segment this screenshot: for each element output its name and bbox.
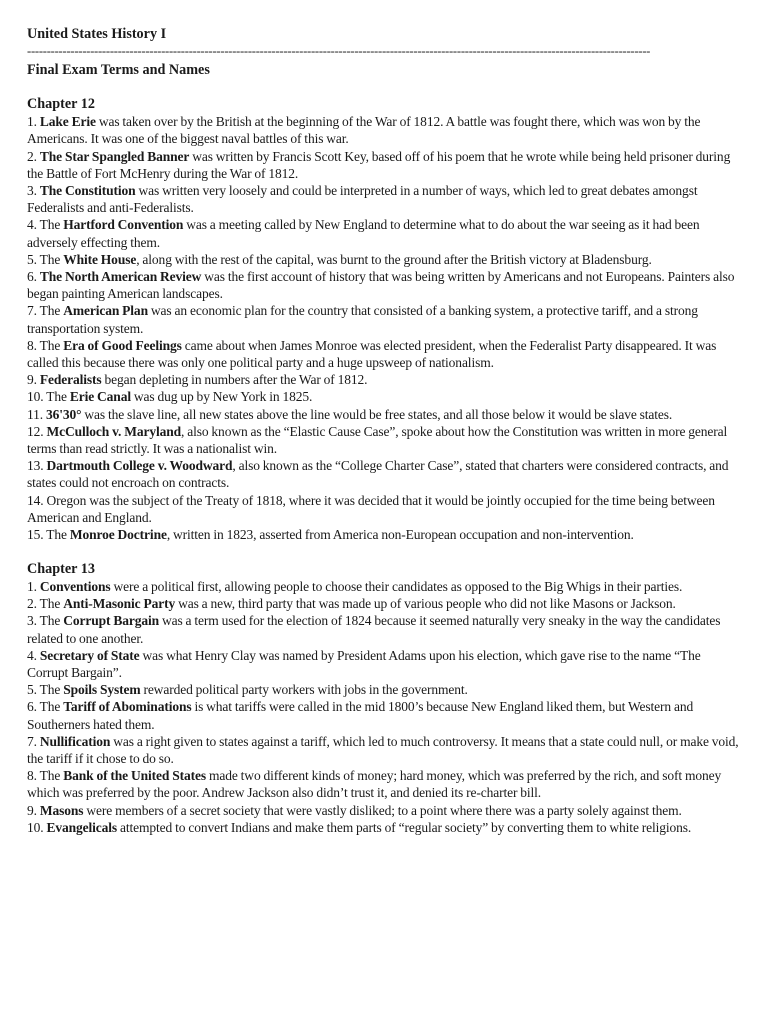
term-entry: [27, 423, 742, 457]
chapter-title: Chapter 13: [27, 560, 95, 577]
entry-term: McCulloch v. Maryland: [46, 423, 181, 439]
term-entry: [27, 767, 742, 801]
entry-number: 4.: [27, 647, 37, 663]
term-entry: [27, 698, 742, 732]
term-entry: [27, 595, 742, 612]
entry-number: 1.: [27, 114, 37, 130]
entry-number: 4.: [27, 217, 37, 233]
entry-term: Conventions: [39, 578, 111, 594]
term-entry: [27, 148, 742, 182]
entry-term: Corrupt Bargain: [63, 613, 159, 629]
entry-description: , also known as the “College Charter Case”, stated that charters were considered contracts, and states could not encroach on contracts.: [27, 458, 729, 491]
entry-number: 6.: [27, 269, 37, 285]
term-entry: [27, 302, 742, 336]
entry-number: 9.: [27, 372, 37, 388]
document-subtitle: Final Exam Terms and Names: [27, 62, 210, 78]
term-entry: [27, 113, 742, 147]
term-entry: [27, 457, 742, 491]
entry-description: was written by Francis Scott Key, based off of his poem that he wrote while being held prisoner during the Battle of Fort McHenry during the War of 1812.: [27, 148, 731, 181]
course-title: United States History I: [27, 26, 167, 42]
entry-term: Secretary of State: [39, 647, 140, 663]
entry-prefix: The: [46, 389, 70, 405]
entry-description: was an economic plan for the country that consisted of a banking system, a protective tariff, and a strong transportation system.: [27, 303, 698, 336]
entry-term: Hartford Convention: [63, 217, 184, 233]
divider-line: --------------------------------------------------------------------------------------------------------------------------------------------------------------: [27, 44, 651, 58]
entry-number: 2.: [27, 596, 37, 612]
term-entry: [27, 406, 742, 423]
entry-number: 8.: [27, 768, 37, 784]
entry-description: was a term used for the election of 1824 because it seemed naturally very sneaky in the way the candidates related to one another.: [27, 613, 721, 646]
term-entry: [27, 802, 742, 819]
entry-description: , also known as the “Elastic Cause Case”, spoke about how the Constitution was written in more general terms than read strictly. It was a nationalist win.: [27, 423, 728, 457]
entry-number: 9.: [27, 802, 37, 818]
entry-description: was a new, third party that was made up of various people who did not like Masons or Jackson.: [175, 596, 676, 612]
entry-description: were members of a secret society that were vastly disliked; to a point where there was a party solely against them.: [83, 802, 682, 818]
term-entry: [27, 371, 742, 388]
entry-prefix: The: [39, 613, 64, 629]
entry-term: Era of Good Feelings: [63, 337, 182, 353]
term-entry: [27, 647, 742, 681]
entry-number: 3.: [27, 183, 37, 198]
entry-number: 8.: [27, 337, 37, 353]
entry-term: Dartmouth College v. Woodward: [46, 458, 233, 474]
entry-term: The Constitution: [39, 183, 136, 198]
entry-number: 3.: [27, 613, 37, 629]
term-entry: [27, 492, 742, 526]
entry-description: attempted to convert Indians and make them parts of “regular society” by converting them to white religions.: [117, 819, 692, 835]
entry-description: is what tariffs were called in the mid 1800’s because New England liked them, but Western and Southerners hated them.: [27, 699, 694, 732]
entry-number: 2.: [27, 148, 37, 164]
term-entry: [27, 526, 742, 543]
entry-term: Evangelicals: [46, 819, 118, 835]
entry-description: was written very loosely and could be interpreted in a number of ways, which led to great debates amongst Federalists and anti-Federalists.: [27, 183, 698, 216]
entry-prefix: The: [39, 768, 64, 784]
entry-term: Anti-Masonic Party: [63, 596, 176, 612]
term-entry: [27, 388, 742, 405]
entry-term: Masons: [39, 802, 84, 818]
entry-term: Federalists: [39, 372, 102, 388]
entry-description: was the slave line, all new states above the line would be free states, and all those below it would be slave states.: [81, 406, 673, 422]
entry-prefix: The: [46, 527, 70, 543]
term-entry: [27, 268, 742, 302]
entry-number: 12.: [27, 423, 44, 439]
chapter-section: [27, 96, 742, 543]
entry-description: was taken over by the British at the beginning of the War of 1812. A battle was fought there, which was won by the Americans. It was one of the biggest naval battles of this war.: [27, 114, 701, 147]
entry-number: 1.: [27, 578, 37, 594]
entry-term: White House: [63, 251, 137, 267]
entry-term: Lake Erie: [39, 114, 96, 130]
entry-number: 11.: [27, 406, 44, 422]
entry-term: The North American Review: [39, 269, 202, 285]
entry-number: 13.: [27, 458, 44, 474]
entry-term: Nullification: [39, 733, 111, 749]
entry-number: 15.: [27, 527, 44, 543]
entry-term: Bank of the United States: [63, 768, 207, 784]
entry-description: Oregon was the subject of the Treaty of 1818, where it was decided that it would be jointly occupied for the time being between American and England.: [27, 492, 715, 525]
entry-prefix: The: [39, 251, 64, 267]
chapter-title: Chapter 12: [27, 96, 95, 112]
document-page: [27, 26, 742, 836]
entry-number: 7.: [27, 733, 37, 749]
term-entry: [27, 733, 742, 767]
entry-description: , written in 1823, asserted from America non-European occupation and non-intervention.: [166, 527, 634, 543]
entry-prefix: The: [39, 596, 64, 612]
entry-description: made two different kinds of money; hard money, which was preferred by the rich, and soft money which was preferred by the poor. Andrew Jackson also didn’t trust it, and denied its re-charter bill.: [27, 768, 722, 801]
entry-term: 36'30°: [45, 406, 82, 422]
entry-description: was dug up by New York in 1825.: [130, 389, 313, 405]
term-entry: [27, 216, 742, 250]
entry-description: came about when James Monroe was elected president, when the Federalist Party disappeared. It was called this because there was only one political party and a huge upsweep of nationalism.: [27, 337, 717, 371]
entry-prefix: The: [39, 217, 64, 233]
entry-description: was the first account of history that was being written by Americans and not Europeans. Painters also began painting American landscapes.: [27, 269, 735, 302]
entry-description: was a meeting called by New England to determine what to do about the war seeing as it had been adversely effecting them.: [27, 217, 700, 250]
term-entry: [27, 578, 742, 595]
entry-number: 10.: [27, 389, 44, 405]
entry-prefix: The: [39, 699, 64, 715]
term-entry: [27, 819, 742, 836]
term-entry: [27, 612, 742, 646]
term-entry: [27, 251, 742, 268]
entry-description: began depleting in numbers after the War of 1812.: [101, 372, 368, 388]
entry-number: 14.: [27, 492, 44, 508]
chapter-section: [27, 561, 742, 836]
entry-prefix: The: [39, 682, 64, 698]
entry-number: 5.: [27, 251, 37, 267]
entry-term: Erie Canal: [69, 389, 131, 405]
entry-prefix: The: [39, 303, 64, 319]
entry-description: was what Henry Clay was named by President Adams upon his election, which gave rise to the name “The Corrupt Bargain”.: [27, 647, 701, 680]
chapters-container: [27, 96, 742, 836]
entry-prefix: The: [39, 337, 64, 353]
entry-term: Monroe Doctrine: [69, 527, 167, 543]
entry-number: 5.: [27, 682, 37, 698]
entry-description: was a right given to states against a tariff, which led to much controversy. It means that a state could null, or make void, the tariff if it chose to do so.: [27, 733, 739, 766]
entry-description: , along with the rest of the capital, was burnt to the ground after the British victory at Bladensburg.: [136, 251, 652, 267]
entry-number: 10.: [27, 819, 44, 835]
entry-term: The Star Spangled Banner: [39, 148, 190, 164]
entry-term: Spoils System: [63, 682, 141, 698]
entry-description: were a political first, allowing people to choose their candidates as opposed to the Big Whigs in their parties.: [110, 578, 683, 594]
entry-number: 7.: [27, 303, 37, 319]
entry-term: American Plan: [63, 303, 148, 319]
entry-description: rewarded political party workers with jobs in the government.: [140, 682, 468, 698]
term-entry: [27, 681, 742, 698]
term-entry: [27, 182, 742, 216]
entry-number: 6.: [27, 699, 37, 715]
entry-term: Tariff of Abominations: [63, 699, 192, 715]
term-entry: [27, 337, 742, 371]
